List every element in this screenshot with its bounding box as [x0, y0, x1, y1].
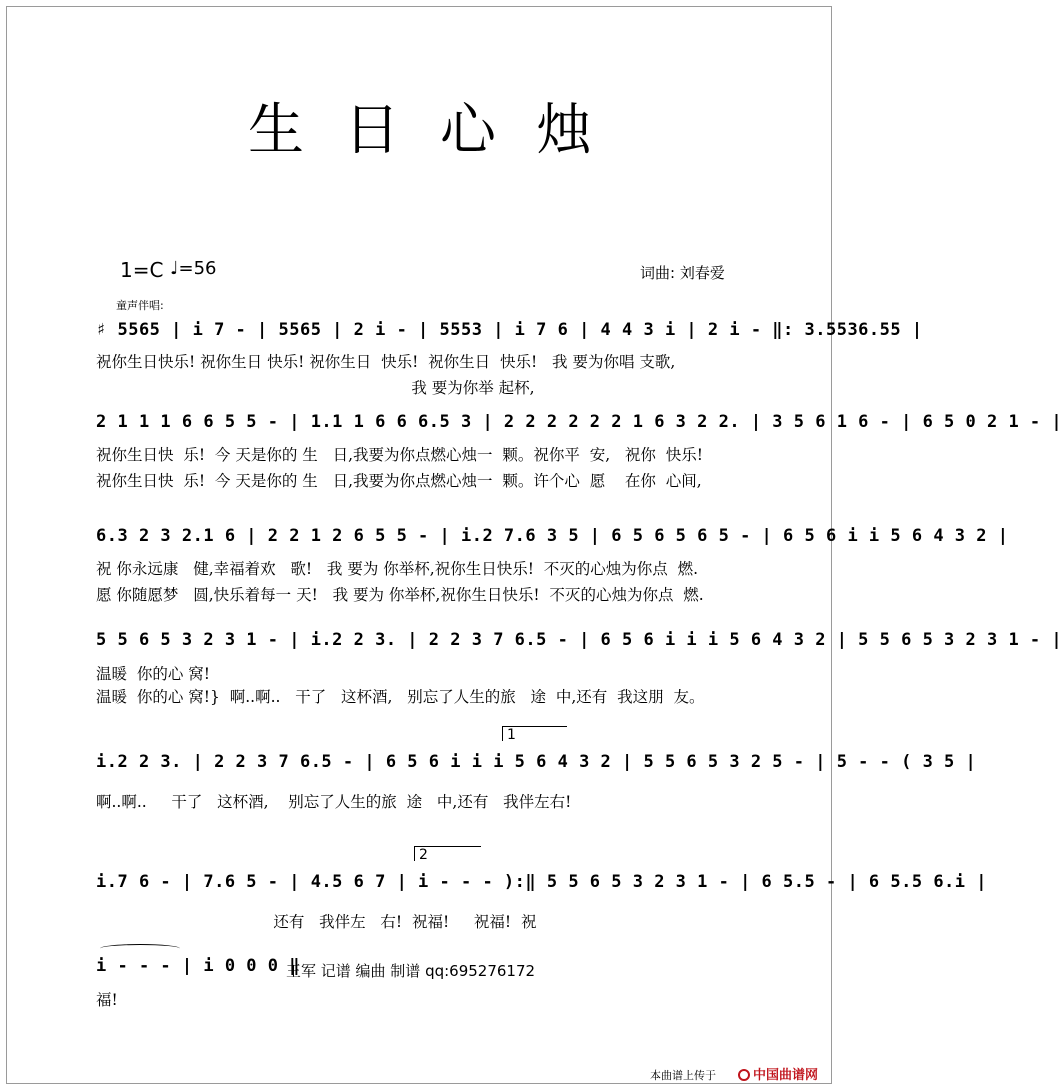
lyric-line-1b: 我 要为你举 起杯, — [96, 379, 535, 397]
volta-2: 2 — [414, 846, 481, 861]
notation-line-6: i.7 6 - | 7.6 5 - | 4.5 6 7 | i - - - ):‖ 5 5 6 5 3 2 3 1 - | 6 5.5 - | 6 5.5 6.i | — [96, 872, 987, 892]
notation-line-5: i.2 2 3. | 2 2 3 7 6.5 - | 6 5 6 i i i 5 6 4 3 2 | 5 5 6 5 3 2 5 - | 5 - - ( 3 5 | — [96, 752, 977, 772]
tempo-marking: ♩=56 — [170, 258, 217, 279]
notation-line-7: i - - - | i 0 0 0 ‖ — [96, 956, 300, 976]
composer-credit: 词曲: 刘春爱 — [640, 264, 725, 282]
key-signature: 1=C — [120, 258, 164, 282]
volta-1: 1 — [502, 726, 567, 741]
lyric-line-2b: 祝你生日快 乐! 今 天是你的 生 日,我要为你点燃心烛一 颗。许个心 愿 在你 心间, — [96, 472, 702, 490]
lyric-line-5: 啊..啊.. 干了 这杯酒, 别忘了人生的旅 途 中,还有 我伴左右! — [96, 793, 572, 811]
arranger-credit: 王军 记谱 编曲 制谱 qq:695276172 — [286, 962, 536, 980]
lyric-line-2a: 祝你生日快 乐! 今 天是你的 生 日,我要为你点燃心烛一 颗。祝你平 安, 祝你 快乐! — [96, 446, 703, 464]
notation-line-3: 6.3 2 3 2.1 6 | 2 2 1 2 6 5 5 - | i.2 7.6 3 5 | 6 5 6 5 6 5 - | 6 5 6 i i 5 6 4 3 2 | — [96, 526, 1009, 546]
footer-upload-label: 本曲谱上传于 — [650, 1069, 716, 1082]
lyric-line-3b: 愿 你随愿梦 圆,快乐着每一 天! 我 要为 你举杯,祝你生日快乐! 不灭的心烛为你点 燃. — [96, 586, 704, 604]
lyric-line-4b: 温暖 你的心 窝!} 啊..啊.. 干了 这杯酒, 别忘了人生的旅 途 中,还有 我这朋 友。 — [96, 688, 705, 706]
lyric-line-3a: 祝 你永远康 健,幸福着欢 歌! 我 要为 你举杯,祝你生日快乐! 不灭的心烛为你点 燃. — [96, 560, 699, 578]
voice-note: 童声伴唱: — [116, 299, 164, 312]
notation-line-2: 2 1 1 1 6 6 5 5 - | 1.1 1 6 6 6.5 3 | 2 2 2 2 2 2 1 6 3 2 2. | 3 5 6 1 6 - | 6 5 0 2 1 - | — [96, 412, 1062, 432]
lyric-line-7: 福! — [96, 991, 118, 1009]
site-name: 中国曲谱网 — [753, 1068, 819, 1083]
tie-arc — [100, 944, 180, 953]
lyric-line-1a: 祝你生日快乐! 祝你生日 快乐! 祝你生日 快乐! 祝你生日 快乐! 我 要为你唱 支歌, — [96, 353, 676, 371]
page-title: 生日心烛 — [248, 98, 632, 163]
lyric-line-4a: 温暖 你的心 窝! — [96, 665, 211, 683]
logo-icon — [738, 1069, 750, 1081]
notation-line-1: ♯ 5565 | i 7 - | 5565 | 2 i - | 5553 | i 7 6 | 4 4 3 i | 2 i - ‖: 3.5536.55 | — [96, 320, 923, 340]
site-logo[interactable] — [738, 1064, 818, 1083]
lyric-line-6: 还有 我伴左 右! 祝福! 祝福! 祝 — [96, 913, 537, 931]
notation-line-4: 5 5 6 5 3 2 3 1 - | i.2 2 3. | 2 2 3 7 6.5 - | 6 5 6 i i i 5 6 4 3 2 | 5 5 6 5 3 2 3 1 - | — [96, 630, 1062, 650]
